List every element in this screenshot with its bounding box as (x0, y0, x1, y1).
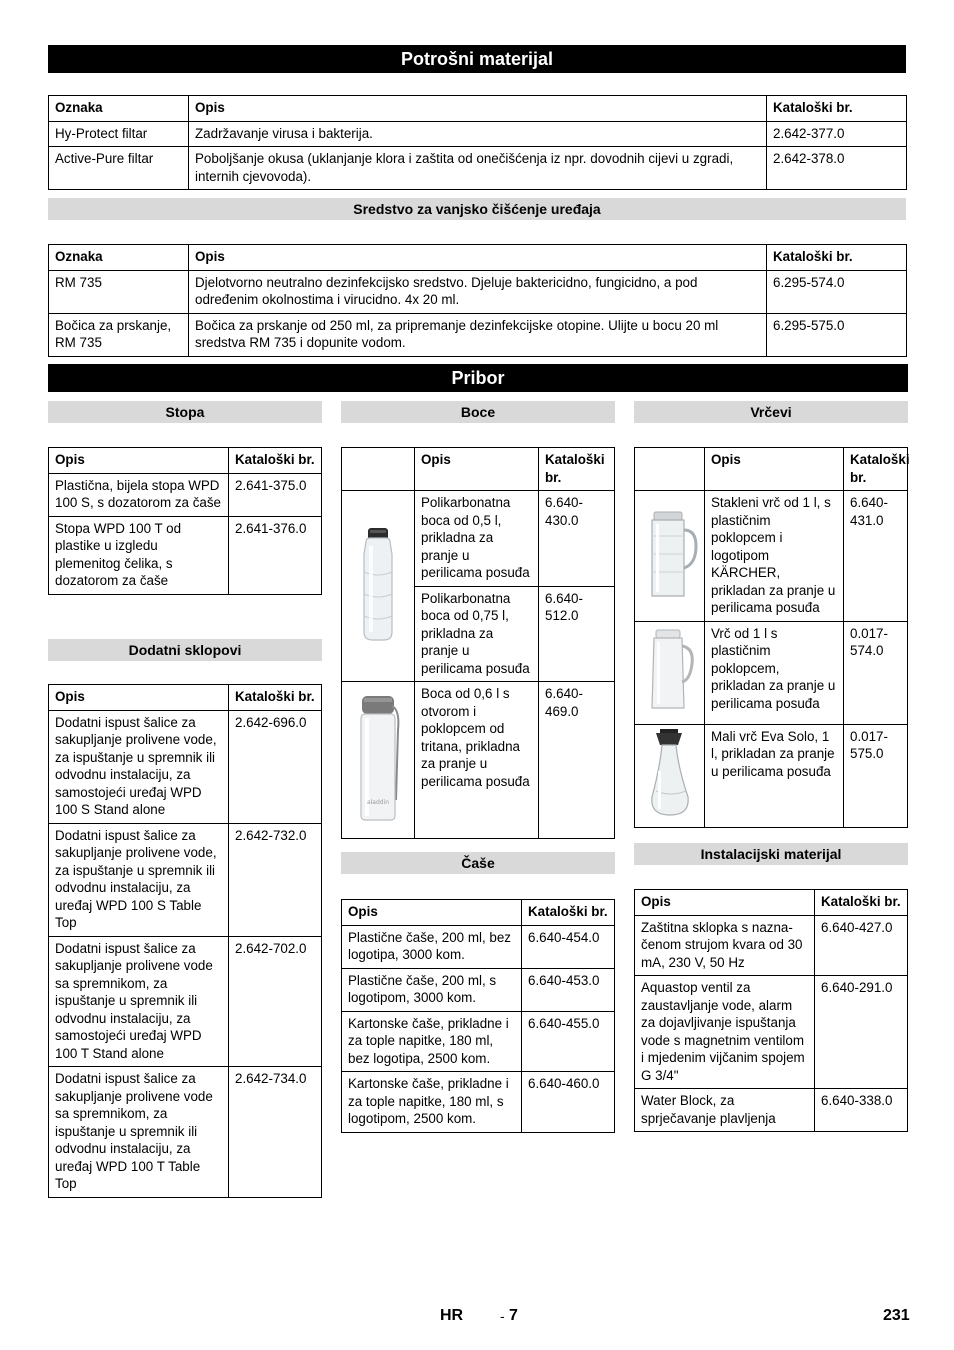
table-row (635, 491, 908, 622)
section-title-stopa: Stopa (48, 401, 322, 423)
cell-kat: 6.640-454.0 (522, 925, 615, 968)
eva-solo-carafe-icon (642, 727, 698, 819)
table-row (342, 1072, 615, 1133)
col-header-image (635, 448, 705, 491)
table-header-row (342, 900, 615, 926)
table-row (342, 925, 615, 968)
instal-table (634, 889, 908, 1132)
table-row (49, 1067, 322, 1198)
table-row (342, 491, 615, 587)
col-header-kat: Kataloški br. (229, 685, 322, 711)
col-header-opis: Opis (705, 448, 844, 491)
cell-opis: Plastična, bijela stopa WPD 100 S, s dozatorom za čaše (49, 473, 229, 516)
section-title-dodatni: Dodatni sklopovi (48, 639, 322, 661)
case-table (341, 899, 615, 1133)
cell-kat: 6.640-512.0 (539, 586, 615, 682)
cell-opis: Aquastop ventil za zaustavljanje vode, alarm za dojavljivanje ispuštanja vode s magnetnim ventilom i mjedenim vijčanim spojem G 3/4" (635, 976, 815, 1089)
col-header-opis: Opis (189, 96, 767, 122)
cleaning-table (48, 244, 907, 357)
cell-kat: 2.641-376.0 (229, 516, 322, 594)
cell-kat: 2.641-375.0 (229, 473, 322, 516)
col-header-kat: Kataloški br. (815, 890, 908, 916)
cell-kat: 2.642-696.0 (229, 710, 322, 823)
bottle-image-cell (342, 491, 415, 682)
col-header-kat: Kataloški br. (229, 448, 322, 474)
table-row (635, 915, 908, 976)
cell-opis: Bočica za prskanje od 250 ml, za pripremanje dezinfekcijske otopine. Ulijte u bocu 20 ml sredstva RM 735 i dopunite vodom. (189, 313, 767, 356)
cell-oznaka: Hy-Protect filtar (49, 121, 189, 147)
table-row (635, 724, 908, 827)
cell-opis: Stopa WPD 100 T od plastike u izgledu plemenitog čelika, s dozatorom za čaše (49, 516, 229, 594)
table-row (635, 1089, 908, 1132)
bottle-brand-label: aladdin (366, 798, 390, 806)
section-title-cleaning: Sredstvo za vanjsko čišćenje uređaja (48, 198, 906, 220)
cell-opis: Dodatni ispust šalice za sakupljanje prolivene vode sa spremnikom, za ispuštanje u spremnik ili odvodnu instalaciju, za samostojeći uređaj WPD 100 T Stand alone (49, 936, 229, 1067)
boce-table (341, 447, 615, 839)
table-row (49, 313, 907, 356)
cell-opis: Dodatni ispust šalice za sakupljanje prolivene vode sa spremnikom, za ispuštanje u spremnik ili odvodnu instalaciju, za uređaj WPD 100 T Table Top (49, 1067, 229, 1198)
cell-opis: Polikarbonatna boca od 0,75 l, prikladna za pranje u perilicama posuđa (415, 586, 539, 682)
table-row (49, 936, 322, 1067)
jug-image-cell (635, 724, 705, 827)
col-header-opis: Opis (189, 245, 767, 271)
cell-kat: 6.295-575.0 (767, 313, 907, 356)
section-title-instal: Instalacijski materijal (634, 843, 908, 865)
jug-image-cell (635, 621, 705, 724)
cell-kat: 0.017-575.0 (844, 724, 908, 827)
cell-opis: Stakleni vrč od 1 l, s plastičnim poklopcem i logotipom KÄRCHER, prikladan za pranje u perilicama posuđa (705, 491, 844, 622)
col-header-kat: Kataloški br. (844, 448, 908, 491)
cell-opis: Kartonske čaše, prikladne i za tople napitke, 180 ml, bez logotipa, 2500 kom. (342, 1011, 522, 1072)
footer-page-number: 231 (883, 1307, 910, 1324)
footer-language: HR (440, 1307, 464, 1324)
col-header-opis: Opis (415, 448, 539, 491)
bottle-image-cell (342, 682, 415, 839)
table-row (49, 473, 322, 516)
table-row (49, 823, 322, 936)
table-row (635, 621, 908, 724)
col-header-opis: Opis (49, 685, 229, 711)
cell-opis: Polikarbonatna boca od 0,5 l, prikladna za pranje u perilicama posuđa (415, 491, 539, 587)
stopa-table (48, 447, 322, 595)
vrcevi-table (634, 447, 908, 828)
section-title-vrcevi: Vrčevi (634, 401, 908, 423)
cell-kat: 2.642-734.0 (229, 1067, 322, 1198)
tritan-bottle-icon (354, 690, 402, 826)
glass-jug-icon (640, 506, 700, 602)
table-row (49, 270, 907, 313)
cell-kat: 6.295-574.0 (767, 270, 907, 313)
cell-opis: Dodatni ispust šalice za sakupljanje prolivene vode, za ispuštanje u spremnik ili odvodnu instalaciju, za uređaj WPD 100 S Table Top (49, 823, 229, 936)
cell-opis: Djelotvorno neutralno dezinfekcijsko sredstvo. Djeluje baktericidno, fungicidno, a pod određenim okolnostima i virucidno. 4x 20 ml. (189, 270, 767, 313)
cell-oznaka: Active-Pure filtar (49, 147, 189, 190)
cell-opis: Zaštitna sklopka s nazna-čenom strujom kvara od 30 mA, 230 V, 50 Hz (635, 915, 815, 976)
cell-opis: Water Block, za sprječavanje plavljenja (635, 1089, 815, 1132)
cell-opis: Plastične čaše, 200 ml, bez logotipa, 3000 kom. (342, 925, 522, 968)
table-row (635, 976, 908, 1089)
cell-opis: Plastične čaše, 200 ml, s logotipom, 3000 kom. (342, 968, 522, 1011)
cell-opis: Zadržavanje virusa i bakterija. (189, 121, 767, 147)
cell-kat: 6.640-469.0 (539, 682, 615, 839)
cell-kat: 6.640-431.0 (844, 491, 908, 622)
cell-kat: 2.642-702.0 (229, 936, 322, 1067)
polycarbonate-bottle-icon (356, 524, 400, 644)
footer-separator: - (500, 1308, 505, 1324)
dodatni-table (48, 684, 322, 1198)
col-header-opis: Opis (635, 890, 815, 916)
cell-opis: Boca od 0,6 l s otvorom i poklopcem od tritana, prikladna za pranje u perilicama posuđa (415, 682, 539, 839)
table-header-row (49, 448, 322, 474)
jug-image-cell (635, 491, 705, 622)
table-row (49, 147, 907, 190)
cell-kat: 6.640-453.0 (522, 968, 615, 1011)
cell-kat: 6.640-338.0 (815, 1089, 908, 1132)
cell-opis: Poboljšanje okusa (uklanjanje klora i zaštita od onečišćenja iz npr. dovodnih cijevi u zgradi, internih cjevovoda). (189, 147, 767, 190)
section-title-case: Čaše (341, 852, 615, 874)
section-title-boce: Boce (341, 401, 615, 423)
consumables-table (48, 95, 907, 190)
cell-kat: 6.640-460.0 (522, 1072, 615, 1133)
cell-kat: 2.642-377.0 (767, 121, 907, 147)
table-row (49, 121, 907, 147)
cell-kat: 6.640-430.0 (539, 491, 615, 587)
col-header-kat: Kataloški br. (767, 96, 907, 122)
col-header-oznaka: Oznaka (49, 96, 189, 122)
table-row (49, 516, 322, 594)
plastic-lid-jug-icon (642, 626, 698, 714)
table-row (49, 710, 322, 823)
table-row (342, 968, 615, 1011)
cell-opis: Dodatni ispust šalice za sakupljanje prolivene vode, za ispuštanje u spremnik ili odvodnu instalaciju, za samostojeći uređaj WPD 100 S Stand alone (49, 710, 229, 823)
col-header-image (342, 448, 415, 491)
col-header-opis: Opis (342, 900, 522, 926)
section-title-consumables: Potrošni materijal (48, 45, 906, 73)
cell-oznaka: RM 735 (49, 270, 189, 313)
cell-opis: Kartonske čaše, prikladne i za tople napitke, 180 ml, s logotipom, 2500 kom. (342, 1072, 522, 1133)
cell-kat: 2.642-732.0 (229, 823, 322, 936)
col-header-kat: Kataloški br. (539, 448, 615, 491)
cell-opis: Vrč od 1 l s plastičnim poklopcem, prikladan za pranje u perilicama posuđa (705, 621, 844, 724)
cell-opis: Mali vrč Eva Solo, 1 l, prikladan za pranje u perilicama posuđa (705, 724, 844, 827)
cell-kat: 6.640-291.0 (815, 976, 908, 1089)
col-header-oznaka: Oznaka (49, 245, 189, 271)
table-header-row (342, 448, 615, 491)
cell-kat: 2.642-378.0 (767, 147, 907, 190)
cell-kat: 6.640-427.0 (815, 915, 908, 976)
table-header-row (49, 685, 322, 711)
cell-kat: 6.640-455.0 (522, 1011, 615, 1072)
table-header-row (49, 245, 907, 271)
col-header-kat: Kataloški br. (522, 900, 615, 926)
cell-oznaka: Bočica za prskanje, RM 735 (49, 313, 189, 356)
cell-kat: 0.017-574.0 (844, 621, 908, 724)
footer-page: 7 (509, 1307, 518, 1324)
col-header-opis: Opis (49, 448, 229, 474)
section-title-accessories: Pribor (48, 364, 908, 392)
table-header-row (49, 96, 907, 122)
table-header-row (635, 890, 908, 916)
table-row (342, 1011, 615, 1072)
col-header-kat: Kataloški br. (767, 245, 907, 271)
table-row (342, 682, 615, 839)
table-header-row (635, 448, 908, 491)
